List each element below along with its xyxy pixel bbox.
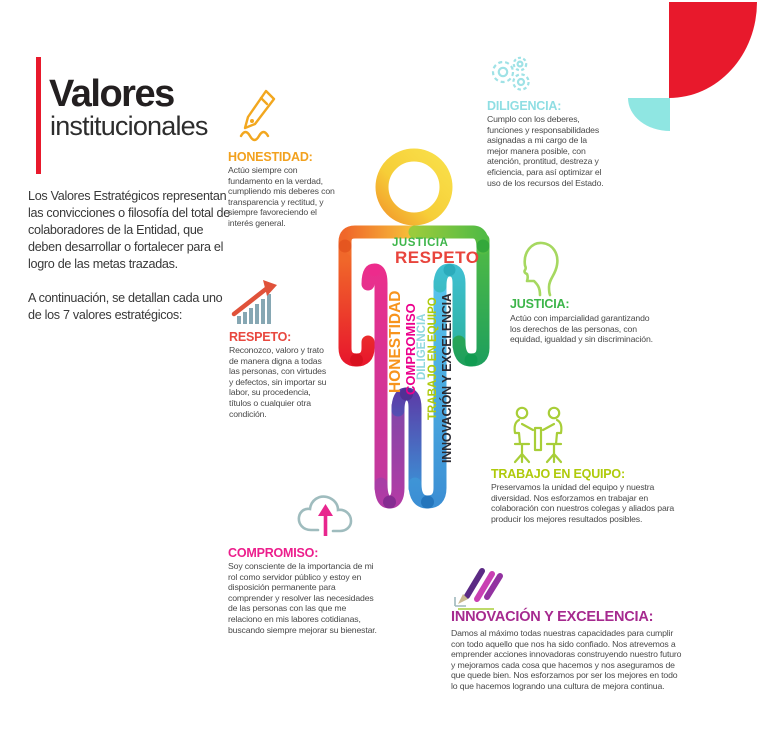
wordart-honestidad: HONESTIDAD xyxy=(387,290,404,393)
section-heading-innovacion-y-excelencia: INNOVACIÓN Y EXCELENCIA: xyxy=(451,609,654,625)
pen-icon xyxy=(232,86,284,146)
section-heading-diligencia: DILIGENCIA: xyxy=(487,99,562,113)
red-quarter-decoration xyxy=(669,2,757,98)
section-text-compromiso: Soy consciente de la importancia de mi rol como servidor público y estoy en disposición permanente para comprender y resolver las necesidades de las personas con las que me relaciono en mis labores cotidianas, buscando siempre mejorar su bienestar. xyxy=(228,561,377,635)
figure-head xyxy=(382,155,446,219)
red-accent-bar xyxy=(36,57,41,174)
page-title: Valores xyxy=(49,73,174,115)
striped-pencil-icon xyxy=(451,553,505,611)
growth-chart-icon xyxy=(230,276,282,330)
teamwork-icon xyxy=(507,404,569,468)
wordart-compromiso: COMPROMISO xyxy=(403,303,418,395)
section-heading-trabajo-en-equipo: TRABAJO EN EQUIPO: xyxy=(491,467,625,481)
gears-icon xyxy=(486,55,536,99)
section-text-justicia: Actúo con imparcialidad garantizando los derechos de las personas, con equidad, igualdad y sin discriminación. xyxy=(510,313,653,345)
section-text-diligencia: Cumplo con los deberes, funciones y responsabilidades asignadas a mi cargo de la mejor manera posible, con atención, prontitud, destreza y eficiencia, para así optimizar el uso de los recursos del Estado. xyxy=(487,114,604,188)
profile-head-icon xyxy=(512,237,564,297)
wordart-justicia: JUSTICIA xyxy=(392,237,449,249)
wordart-trabajo-en-equipo: TRABAJO EN EQUIPO xyxy=(427,297,439,420)
wordart-innovacion-y-excelencia: INNOVACIÓN Y EXCELENCIA xyxy=(440,293,454,463)
section-heading-honestidad: HONESTIDAD: xyxy=(228,150,313,164)
intro-paragraph-two: A continuación, se detallan cada uno de los 7 valores estratégicos: xyxy=(28,291,223,322)
wordart-respeto: RESPETO xyxy=(395,248,480,267)
section-text-respeto: Reconozco, valoro y trato de manera digna a todas las personas, con virtudes y defectos, sin importar su labor, su procedencia, títulos o cualquier otra condición. xyxy=(229,345,327,419)
section-text-innovacion-y-excelencia: Damos al máximo todas nuestras capacidades para cumplir con todo aquello que nos ha sido confiado. Nos atrevemos a emprender acciones innovadoras construyendo nuestro futuro y mejoramos cada cosa que hacemos y nos aseguramos de que quede bien. Nos esforzamos por ser los mejores en todo lo que hacemos logrando una cultura de mejora continua. xyxy=(451,628,682,692)
wordart-diligencia: DILIGENCIA xyxy=(416,313,428,380)
section-heading-compromiso: COMPROMISO: xyxy=(228,546,319,560)
section-text-trabajo-en-equipo: Preservamos la unidad del equipo y nuestra diversidad. Nos esforzamos en trabajar en colaboración con nuestros colegas y aliados para producir los mejores resultados posibles. xyxy=(491,482,675,524)
cloud-upload-icon xyxy=(292,484,362,546)
section-heading-respeto: RESPETO: xyxy=(229,330,292,344)
cyan-quarter-decoration xyxy=(628,98,670,131)
section-text-honestidad: Actúo siempre con fundamento en la verdad, cumpliendo mis deberes con transparencia y rectitud, y siempre favoreciendo el interés general. xyxy=(228,165,335,229)
intro-paragraph: Los Valores Estratégicos representan las convicciones o filosofía del total de colaboradores de la Entidad, que deben desarrollar o fortalecer para el logro de las metas trazadas. xyxy=(28,189,230,271)
page-title-subline: institucionales xyxy=(50,111,208,141)
section-heading-justicia: JUSTICIA: xyxy=(510,297,570,311)
